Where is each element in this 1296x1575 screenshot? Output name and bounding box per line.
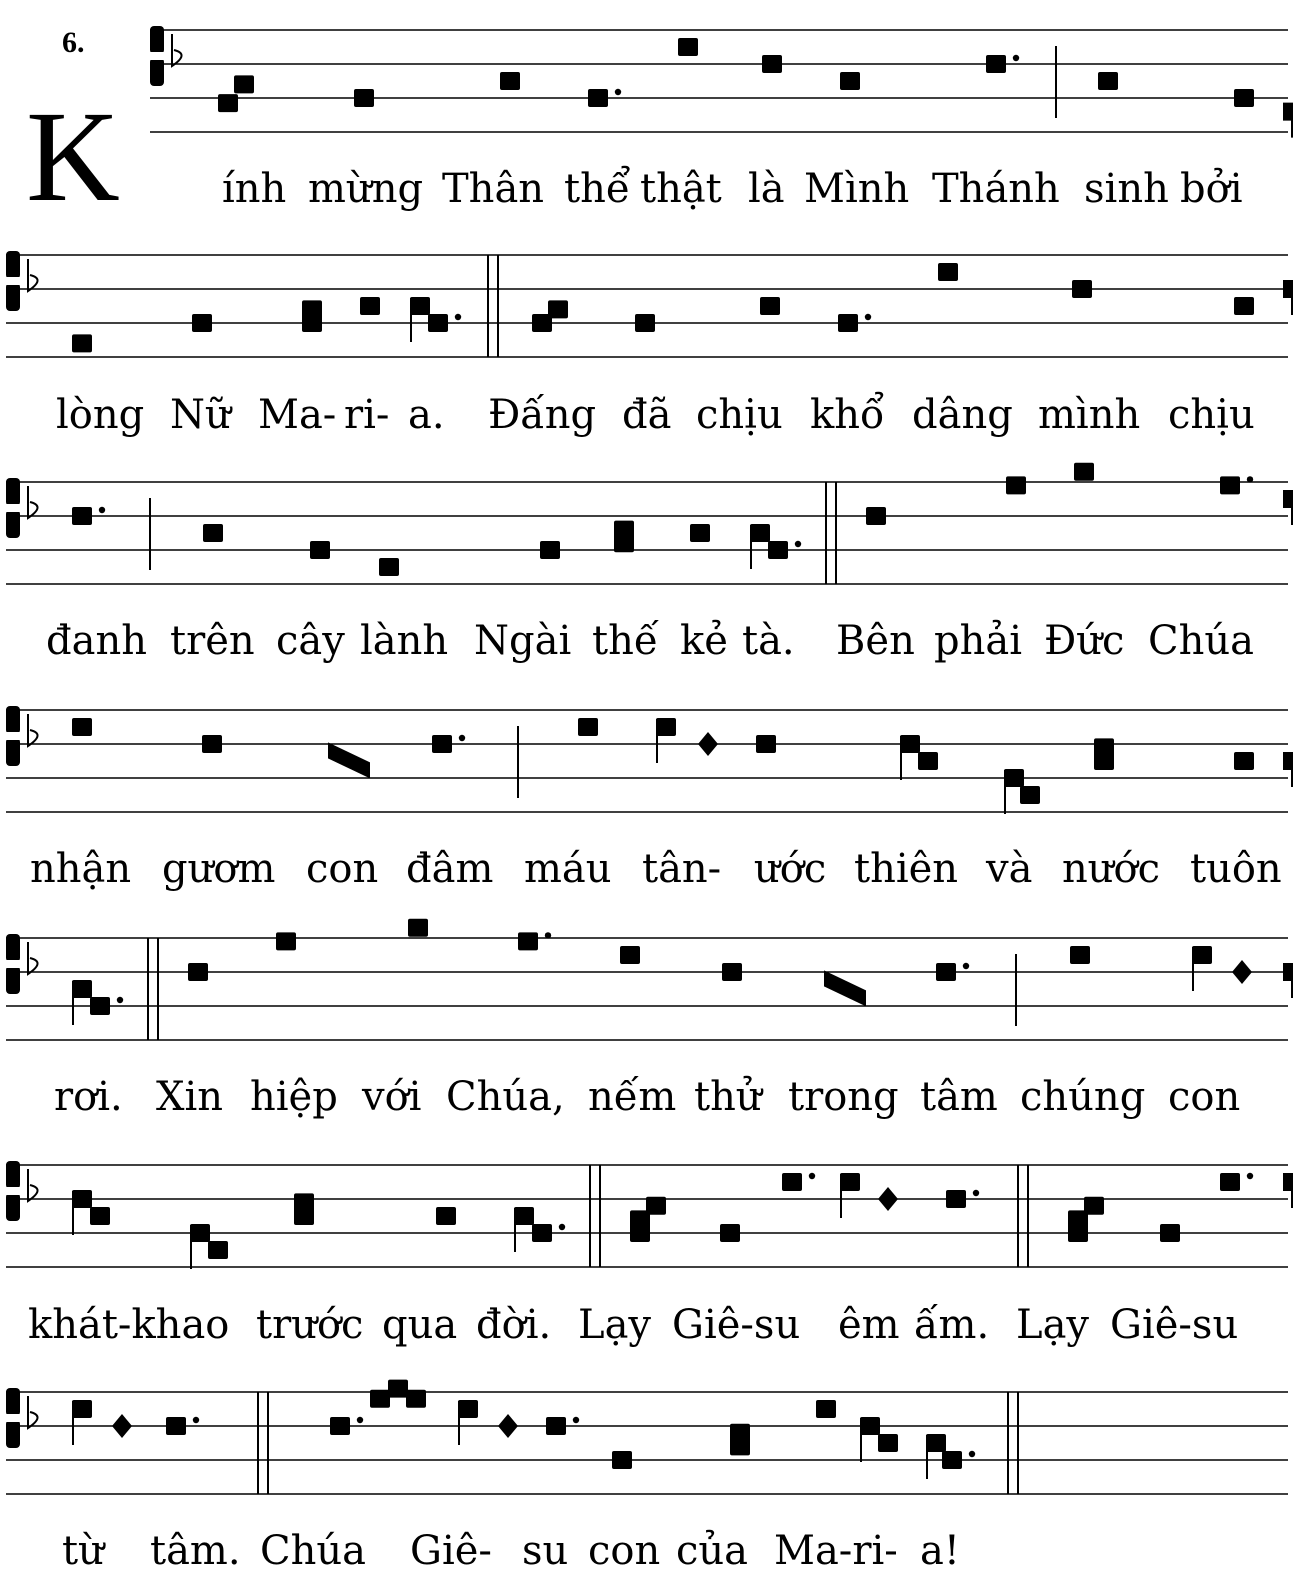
lyric-syllable: và [986, 846, 1033, 892]
punctum-note-icon [878, 1434, 898, 1452]
mora-dot [455, 314, 461, 320]
punctum-note-icon [926, 1434, 946, 1452]
lyric-syllable: lành [360, 618, 449, 664]
punctum-note-icon [1004, 769, 1024, 787]
lyric-syllable: a. [408, 392, 445, 438]
punctum-note-icon [866, 507, 886, 525]
punctum-note-icon [190, 1224, 210, 1242]
do-clef-icon [6, 283, 20, 311]
lyric-syllable: Thân [442, 166, 545, 212]
punctum-note-icon [1234, 297, 1254, 315]
lyric-syllable: của [676, 1528, 749, 1574]
custos-icon [1284, 964, 1292, 998]
lyric-syllable: ri- [344, 392, 390, 438]
punctum-note-icon [294, 1207, 314, 1225]
lyric-syllable: cây [276, 618, 345, 664]
punctum-note-icon [500, 72, 520, 90]
punctum-note-icon [458, 1400, 478, 1418]
lyric-syllable: Bên [836, 618, 915, 664]
lyric-syllable: là [748, 166, 785, 212]
mora-dot [357, 1417, 363, 1423]
rhombus-note-icon [112, 1414, 132, 1438]
lyric-syllable: a! [920, 1528, 960, 1574]
punctum-note-icon [1220, 476, 1240, 494]
punctum-note-icon [188, 963, 208, 981]
punctum-note-icon [90, 997, 110, 1015]
punctum-note-icon [546, 1417, 566, 1435]
punctum-note-icon [72, 980, 92, 998]
punctum-note-icon [816, 1400, 836, 1418]
lyric-line-6 [28, 1302, 1238, 1348]
punctum-note-icon [408, 919, 428, 937]
punctum-note-icon [72, 507, 92, 525]
punctum-note-icon [72, 718, 92, 736]
mora-dot [117, 997, 123, 1003]
punctum-note-icon [838, 314, 858, 332]
lyric-syllable: nước [1062, 846, 1161, 892]
punctum-note-icon [72, 1400, 92, 1418]
lyric-syllable: su [522, 1528, 569, 1574]
lyric-syllable: rơi. [54, 1074, 123, 1120]
punctum-note-icon [72, 1190, 92, 1208]
do-clef-gap [150, 52, 164, 60]
lyric-syllable: Chúa, [446, 1074, 565, 1120]
punctum-note-icon [388, 1380, 408, 1398]
punctum-note-icon [234, 75, 254, 93]
punctum-note-icon [310, 541, 330, 559]
custos-icon [1284, 491, 1292, 525]
rhombus-note-icon [698, 732, 718, 756]
do-clef-icon [6, 510, 20, 538]
do-clef-icon [150, 58, 164, 86]
mora-dot [545, 932, 551, 938]
punctum-note-icon [782, 1173, 802, 1191]
mora-dot [99, 507, 105, 513]
punctum-note-icon [360, 297, 380, 315]
lyric-syllable: tuôn [1190, 846, 1282, 892]
punctum-note-icon [1074, 463, 1094, 481]
do-clef-gap [6, 277, 20, 285]
punctum-note-icon [410, 297, 430, 315]
lyric-syllable: Ngài [474, 618, 572, 664]
punctum-note-icon [1220, 1173, 1240, 1191]
lyric-syllable: thế [592, 618, 659, 664]
notes [72, 38, 1292, 1479]
punctum-note-icon [936, 963, 956, 981]
rhombus-note-icon [1232, 960, 1252, 984]
do-clef-icon [6, 1388, 20, 1416]
punctum-note-icon [690, 524, 710, 542]
punctum-note-icon [612, 1451, 632, 1469]
mora-dot [193, 1417, 199, 1423]
lyric-syllable: Chúa [1148, 618, 1254, 664]
lyric-syllable: tà. [742, 618, 795, 664]
punctum-note-icon [1192, 946, 1212, 964]
punctum-note-icon [656, 718, 676, 736]
lyric-syllable: đâm [406, 846, 494, 892]
punctum-note-icon [302, 314, 322, 332]
punctum-note-icon [938, 263, 958, 281]
lyric-line-3 [46, 618, 1254, 664]
punctum-note-icon [678, 38, 698, 56]
do-clef-icon [6, 251, 20, 279]
lyric-syllable: êm [838, 1302, 900, 1348]
lyric-syllable: đời. [476, 1302, 552, 1348]
lyric-syllable: tân- [642, 846, 722, 892]
punctum-note-icon [1094, 752, 1114, 770]
punctum-note-icon [1072, 280, 1092, 298]
punctum-note-icon [730, 1437, 750, 1455]
lyric-syllable: ính [222, 166, 287, 212]
do-clef-icon [6, 1161, 20, 1189]
punctum-note-icon [1160, 1224, 1180, 1242]
lyric-syllable: trước [256, 1302, 364, 1348]
mora-dot [1247, 476, 1253, 482]
lyric-syllable: lòng [56, 392, 145, 438]
mora-dot [865, 314, 871, 320]
lyric-syllable: khổ [810, 392, 885, 438]
lyric-line-1 [222, 166, 1242, 212]
punctum-note-icon [436, 1207, 456, 1225]
lyric-syllable: thể [564, 166, 631, 212]
lyric-syllable: thử [694, 1074, 762, 1120]
lyric-syllable: nếm [588, 1074, 677, 1120]
punctum-note-icon [166, 1417, 186, 1435]
punctum-note-icon [514, 1207, 534, 1225]
punctum-note-icon [722, 963, 742, 981]
lyric-syllable: sinh [1084, 166, 1169, 212]
lyric-syllable: mình [1038, 392, 1141, 438]
custos-icon [1284, 1174, 1292, 1208]
punctum-note-icon [192, 314, 212, 332]
punctum-note-icon [900, 735, 920, 753]
mora-dot [615, 89, 621, 95]
flat-icon [28, 1396, 38, 1428]
punctum-note-icon [588, 89, 608, 107]
flat-icon [28, 714, 38, 746]
punctum-note-icon [540, 541, 560, 559]
lyric-syllable: kẻ [680, 618, 728, 664]
punctum-note-icon [1234, 752, 1254, 770]
lyric-syllable: con [1168, 1074, 1241, 1120]
punctum-note-icon [428, 314, 448, 332]
do-clef-gap [6, 504, 20, 512]
custos-icon [1284, 281, 1292, 315]
punctum-note-icon [620, 946, 640, 964]
lyric-syllable: con [306, 846, 379, 892]
lyric-syllable: Thánh [932, 166, 1060, 212]
lyric-syllable: hiệp [250, 1074, 338, 1120]
mora-dot [809, 1173, 815, 1179]
mora-dot [559, 1224, 565, 1230]
punctum-note-icon [840, 72, 860, 90]
punctum-note-icon [548, 300, 568, 318]
punctum-note-icon [1234, 89, 1254, 107]
punctum-note-icon [578, 718, 598, 736]
lyric-line-5 [54, 1074, 1240, 1120]
punctum-note-icon [986, 55, 1006, 73]
punctum-note-icon [406, 1390, 426, 1408]
lyric-syllable: nhận [30, 846, 132, 892]
punctum-note-icon [218, 94, 238, 112]
punctum-note-icon [756, 735, 776, 753]
lyric-syllable: trên [170, 618, 255, 664]
lyric-line-7 [62, 1528, 960, 1574]
do-clef-gap [6, 1187, 20, 1195]
lyric-syllable: đã [622, 392, 672, 438]
mora-dot [969, 1451, 975, 1457]
punctum-note-icon [635, 314, 655, 332]
oblique-neume-icon [328, 742, 370, 778]
mora-dot [573, 1417, 579, 1423]
punctum-note-icon [379, 558, 399, 576]
mora-dot [1247, 1173, 1253, 1179]
mora-dot [963, 963, 969, 969]
flat-icon [28, 486, 38, 518]
do-clef-icon [6, 738, 20, 766]
lyric-syllable: ấm. [914, 1302, 990, 1348]
punctum-note-icon [1068, 1224, 1088, 1242]
piece-number: 6. [62, 26, 85, 59]
punctum-note-icon [1020, 786, 1040, 804]
lyric-syllable: con [588, 1528, 661, 1574]
lyric-line-2 [56, 392, 1255, 438]
mora-dot [1013, 55, 1019, 61]
rhombus-note-icon [498, 1414, 518, 1438]
punctum-note-icon [768, 541, 788, 559]
lyric-syllable: Mình [804, 166, 910, 212]
lyric-syllable: Ma- [258, 392, 337, 438]
lyric-syllable: Ma-ri- [774, 1528, 898, 1574]
oblique-neume-icon [824, 970, 866, 1006]
punctum-note-icon [432, 735, 452, 753]
lyric-syllable: thật [640, 166, 722, 212]
punctum-note-icon [918, 752, 938, 770]
lyric-syllable: với [362, 1074, 422, 1120]
punctum-note-icon [532, 1224, 552, 1242]
flat-icon [172, 34, 182, 66]
lyric-syllable: khát-khao [28, 1302, 230, 1348]
initial-letter: K [26, 85, 120, 229]
punctum-note-icon [646, 1197, 666, 1215]
punctum-note-icon [208, 1241, 228, 1259]
lyric-syllable: Chúa [260, 1528, 366, 1574]
punctum-note-icon [276, 932, 296, 950]
custos-icon [1284, 753, 1292, 787]
punctum-note-icon [330, 1417, 350, 1435]
lyric-syllable: đanh [46, 618, 147, 664]
punctum-note-icon [90, 1207, 110, 1225]
do-clef-gap [6, 960, 20, 968]
punctum-note-icon [614, 534, 634, 552]
lyric-syllable: Lạy [578, 1302, 652, 1348]
punctum-note-icon [946, 1190, 966, 1208]
punctum-note-icon [750, 524, 770, 542]
lyric-syllable: Đấng [488, 392, 597, 438]
punctum-note-icon [203, 524, 223, 542]
lyric-syllable: Giê-su [1110, 1302, 1239, 1348]
lyric-line-4 [30, 846, 1282, 892]
lyric-syllable: Xin [156, 1074, 224, 1120]
mora-dot [459, 735, 465, 741]
mora-dot [973, 1190, 979, 1196]
lyric-syllable: Giê- [410, 1528, 492, 1574]
punctum-note-icon [1070, 946, 1090, 964]
do-clef-icon [6, 966, 20, 994]
do-clef-icon [6, 1420, 20, 1448]
punctum-note-icon [1006, 476, 1026, 494]
punctum-note-icon [762, 55, 782, 73]
lyric-syllable: phải [934, 618, 1023, 664]
do-clef-gap [6, 1414, 20, 1422]
lyric-syllable: chịu [1168, 392, 1255, 438]
punctum-note-icon [942, 1451, 962, 1469]
lyric-syllable: chúng [1020, 1074, 1146, 1120]
do-clef-icon [150, 26, 164, 54]
lyric-syllable: chịu [696, 392, 783, 438]
rhombus-note-icon [878, 1187, 898, 1211]
punctum-note-icon [720, 1224, 740, 1242]
lyric-syllable: tâm. [150, 1528, 241, 1574]
lyric-syllable: dâng [912, 392, 1013, 438]
lyric-syllable: bởi [1180, 166, 1243, 212]
punctum-note-icon [518, 932, 538, 950]
punctum-note-icon [72, 334, 92, 352]
lyric-syllable: tâm [920, 1074, 998, 1120]
punctum-note-icon [860, 1417, 880, 1435]
do-clef-icon [6, 478, 20, 506]
lyric-syllable: từ [62, 1528, 104, 1574]
lyric-syllable: trong [788, 1074, 899, 1120]
punctum-note-icon [370, 1390, 390, 1408]
punctum-note-icon [1084, 1197, 1104, 1215]
lyric-syllable: ước [754, 846, 827, 892]
punctum-note-icon [760, 297, 780, 315]
do-clef-icon [6, 934, 20, 962]
punctum-note-icon [354, 89, 374, 107]
punctum-note-icon [630, 1224, 650, 1242]
do-clef-icon [6, 706, 20, 734]
flat-icon [28, 1169, 38, 1201]
punctum-note-icon [1098, 72, 1118, 90]
lyric-syllable: thiên [854, 846, 959, 892]
mora-dot [795, 541, 801, 547]
punctum-note-icon [840, 1173, 860, 1191]
flat-icon [28, 942, 38, 974]
lyric-syllable: Đức [1044, 618, 1125, 664]
lyric-syllable: Nữ [170, 392, 231, 438]
lyric-syllable: qua [382, 1302, 458, 1348]
punctum-note-icon [202, 735, 222, 753]
flat-icon [28, 259, 38, 291]
lyric-syllable: Lạy [1016, 1302, 1090, 1348]
do-clef-icon [6, 1193, 20, 1221]
do-clef-gap [6, 732, 20, 740]
lyric-syllable: mừng [308, 166, 424, 212]
lyric-syllable: Giê-su [672, 1302, 801, 1348]
lyric-syllable: máu [524, 846, 612, 892]
lyric-syllable: gươm [162, 846, 276, 892]
